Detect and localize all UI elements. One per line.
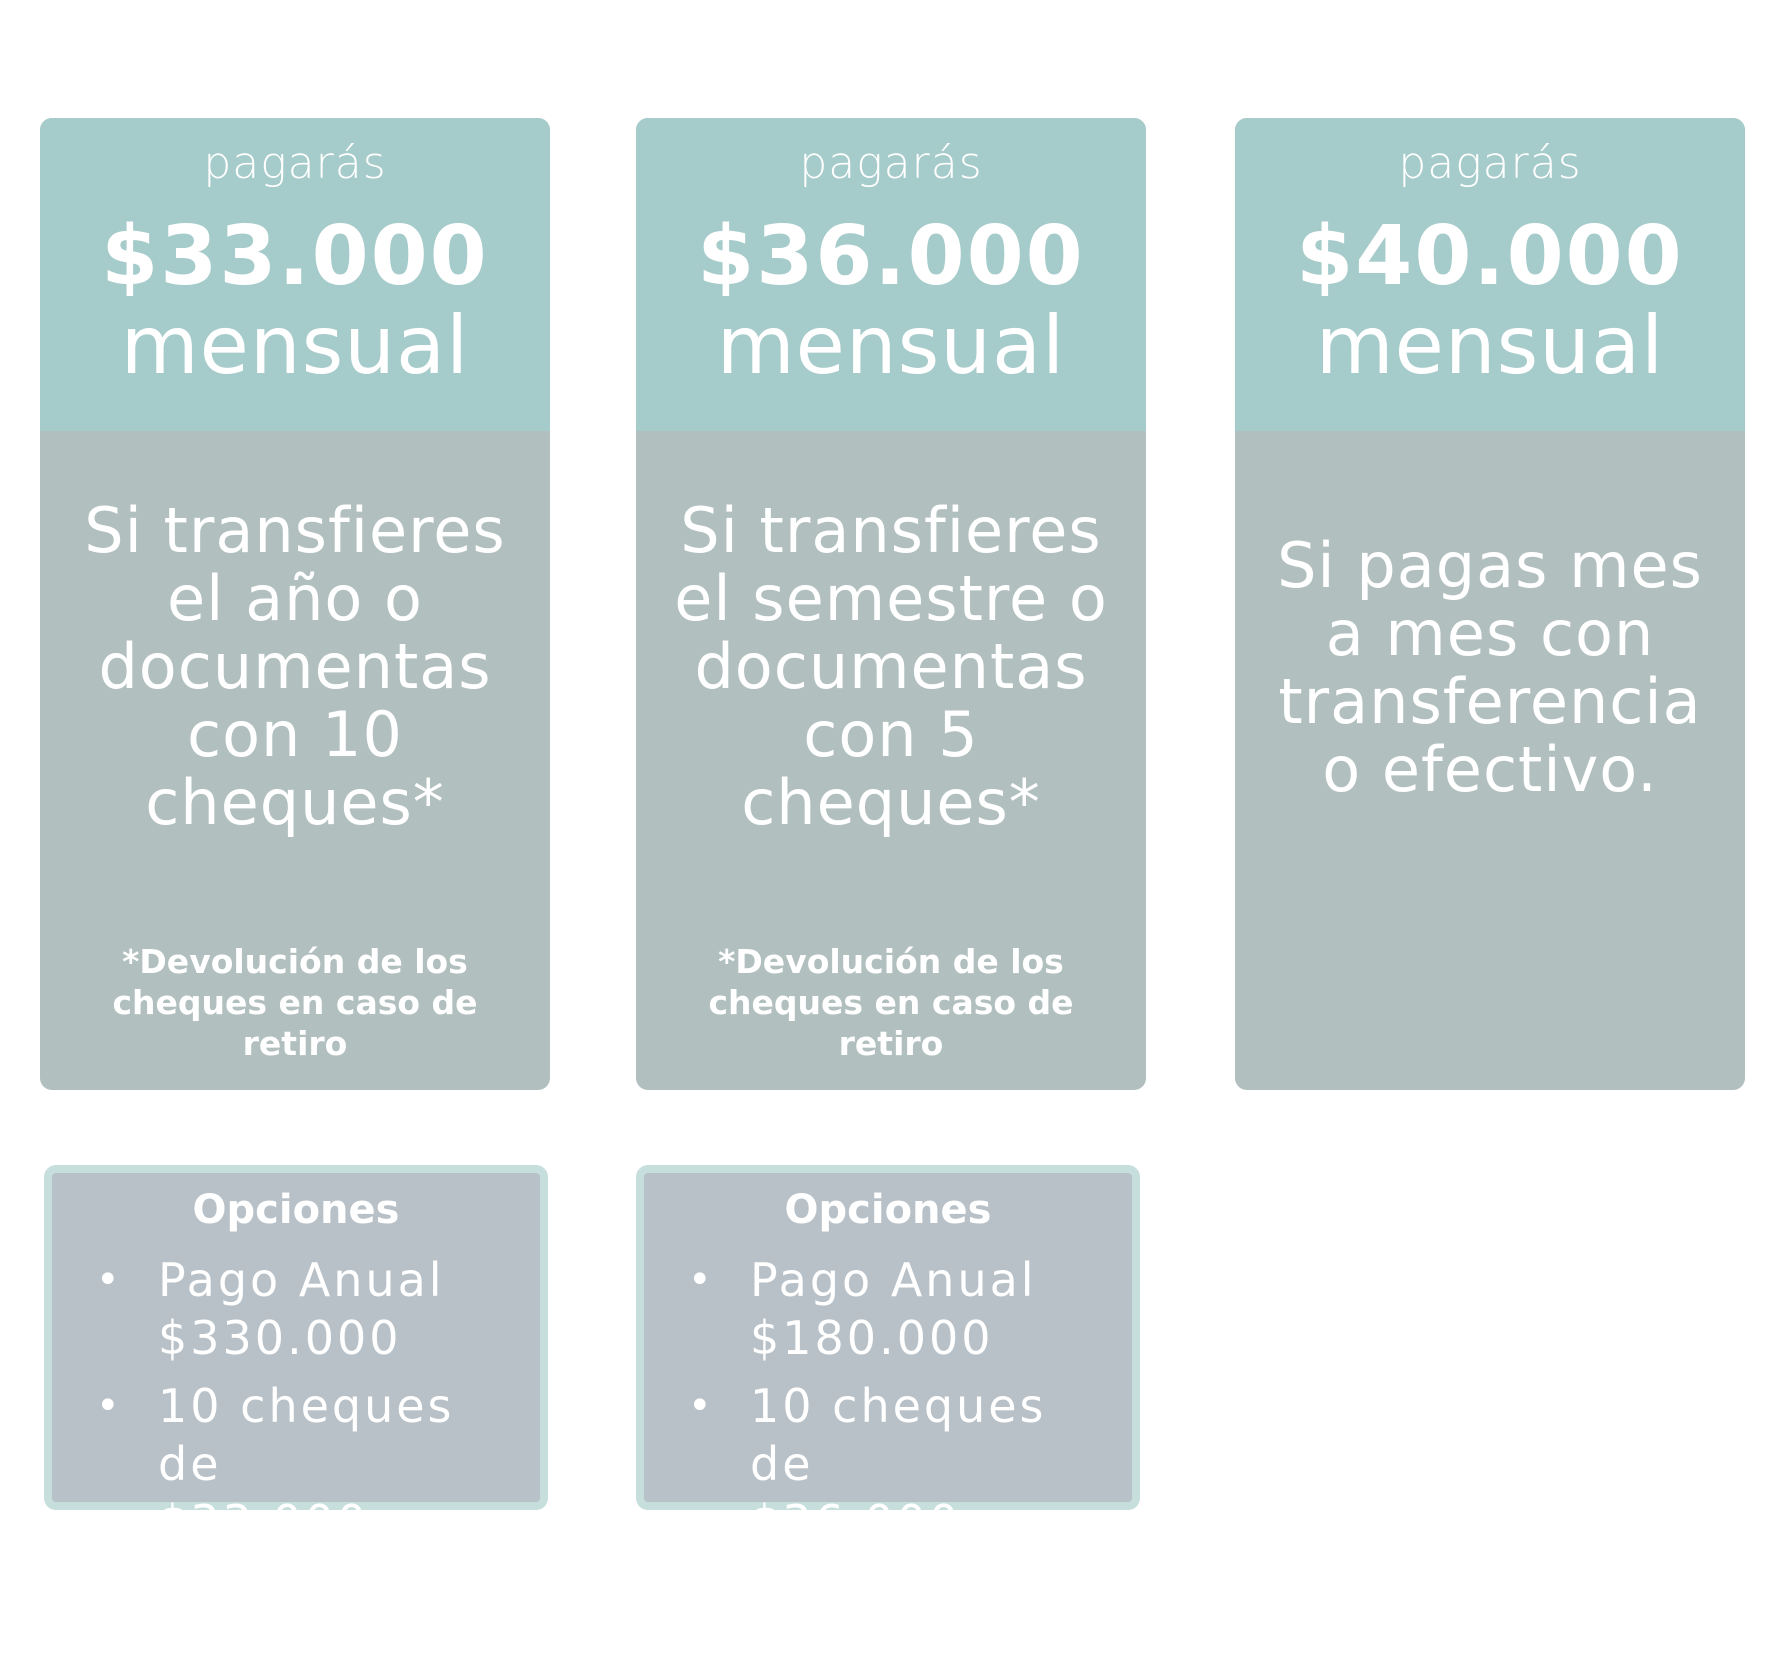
plan-body <box>1235 431 1745 1090</box>
pay-label: pagarás <box>203 138 387 189</box>
plan-price: $40.000 <box>1296 209 1684 304</box>
pay-label: pagarás <box>1398 138 1582 189</box>
plan-description: Si transfieres el semestre o documentas con 5 cheques* <box>674 494 1108 839</box>
bullet-icon: • <box>688 1257 715 1303</box>
plan-note: *Devolución de los cheques en caso de retiro <box>708 942 1074 1063</box>
plan-header <box>40 118 550 431</box>
option-item <box>688 1377 1122 1551</box>
plan-description: Si pagas mes a mes con transferencia o efectivo. <box>1277 529 1703 806</box>
plan-price: $36.000 <box>697 209 1085 304</box>
bullet-icon: • <box>96 1383 123 1429</box>
plan-price: $33.000 <box>101 209 489 304</box>
option-text: Pago Anual $330.000 <box>158 1253 445 1365</box>
option-item <box>96 1251 530 1367</box>
plan-period: mensual <box>716 299 1066 392</box>
option-item <box>96 1377 530 1551</box>
plan-card-monthly <box>1235 118 1745 1090</box>
plan-body <box>40 431 550 1090</box>
options-list <box>96 1251 530 1551</box>
option-text: 10 cheques de $33.000 <box>158 1379 455 1549</box>
plan-header <box>1235 118 1745 431</box>
option-text: 10 cheques de $36.000 <box>750 1379 1047 1549</box>
option-text: Pago Anual $180.000 <box>750 1253 1037 1365</box>
plan-card-semester <box>636 118 1146 1090</box>
options-box-annual <box>44 1165 548 1549</box>
pay-label: pagarás <box>799 138 983 189</box>
options-box-semester <box>636 1165 1140 1549</box>
plan-body <box>636 431 1146 1090</box>
options-title: Opciones <box>192 1187 400 1233</box>
plan-header <box>636 118 1146 431</box>
bullet-icon: • <box>688 1383 715 1429</box>
options-title: Opciones <box>784 1187 992 1233</box>
plan-period: mensual <box>120 299 470 392</box>
plan-card-annual <box>40 118 550 1090</box>
plan-note: *Devolución de los cheques en caso de retiro <box>112 942 478 1063</box>
options-list <box>688 1251 1122 1551</box>
plan-description: Si transfieres el año o documentas con 10 cheques* <box>84 494 506 839</box>
bullet-icon: • <box>96 1257 123 1303</box>
option-item <box>688 1251 1122 1367</box>
plan-period: mensual <box>1315 299 1665 392</box>
